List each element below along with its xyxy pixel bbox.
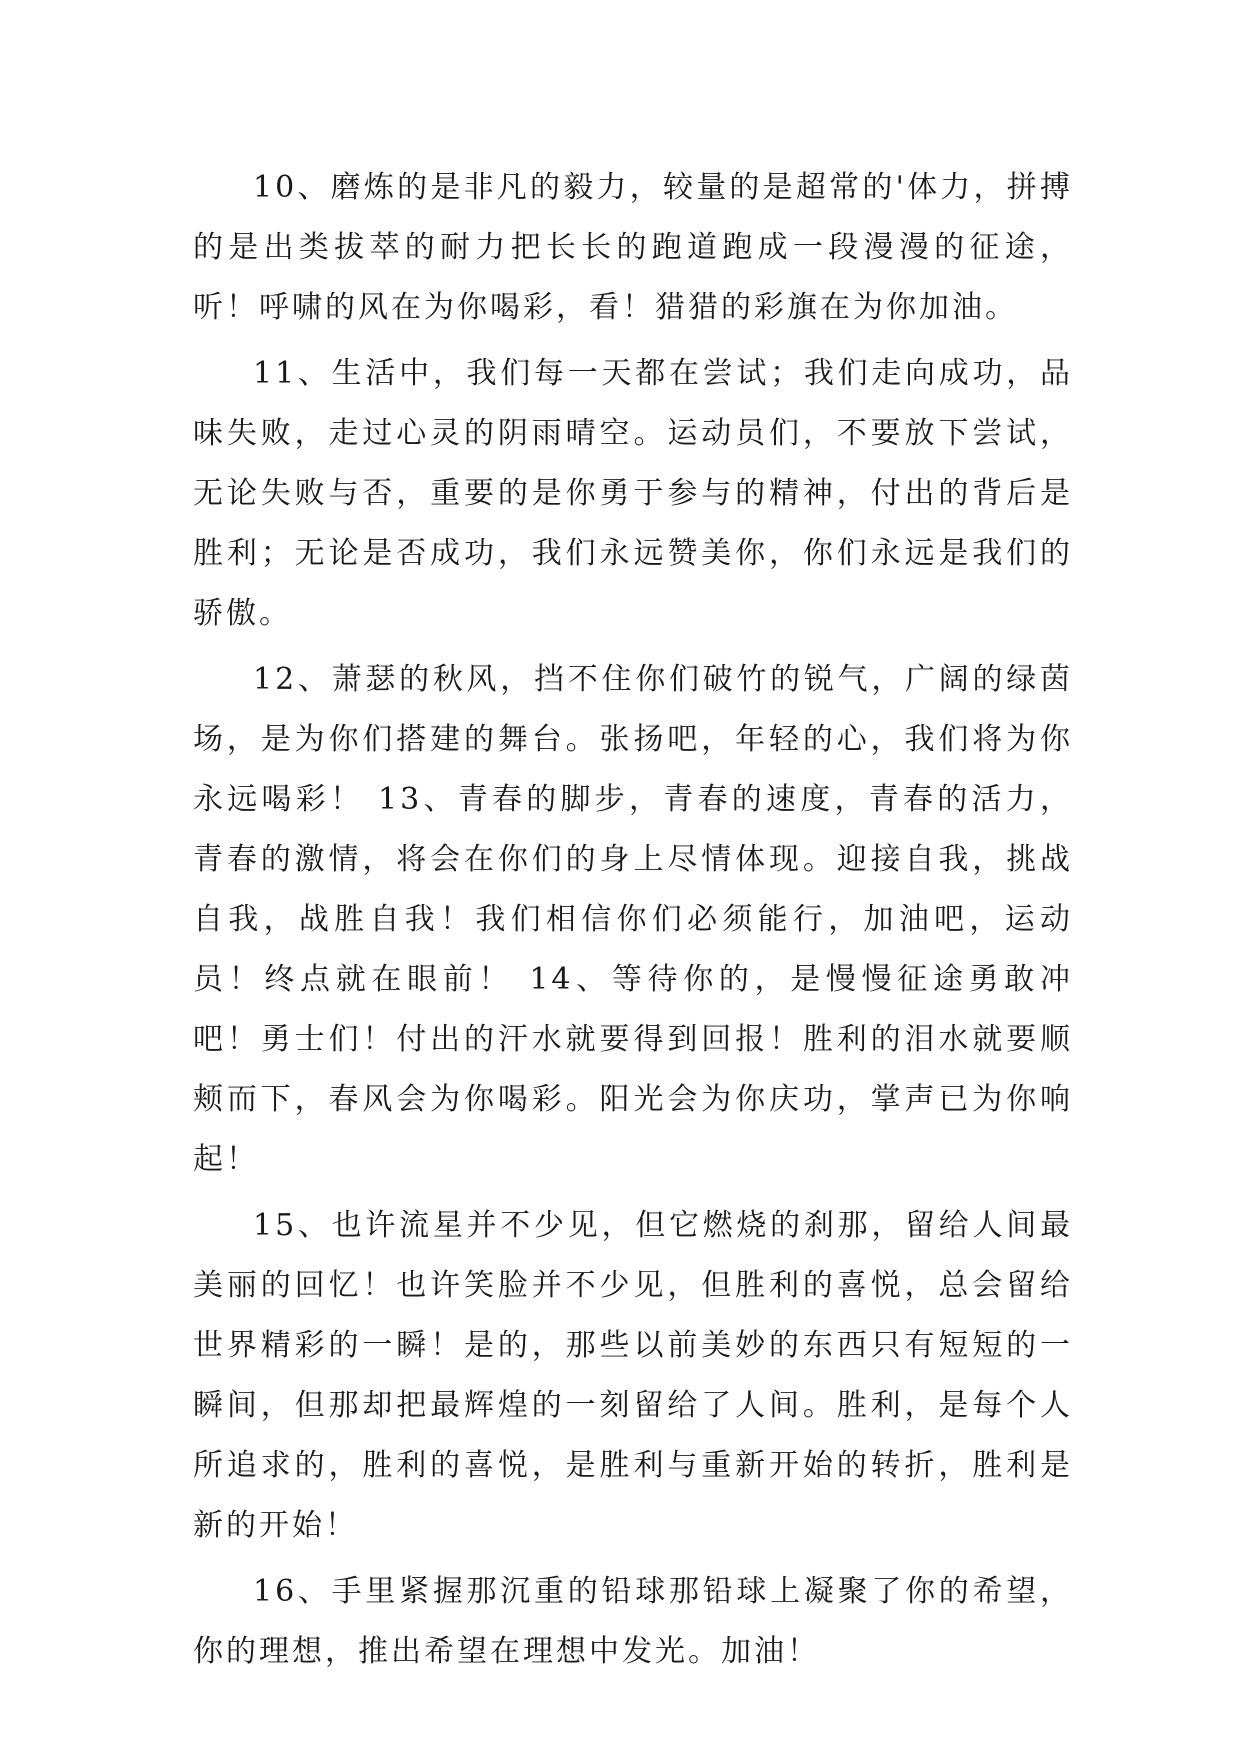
paragraph-11: 11、生活中，我们每一天都在尝试；我们走向成功，品味失败，走过心灵的阴雨晴空。运动员们，不要放下尝试，无论失败与否，重要的是你勇于参与的精神，付出的背后是胜利；无论是否成功，我们永远赞美你，你们永远是我们的骄傲。	[193, 356, 1073, 631]
document-body	[193, 158, 1073, 1688]
paragraph-16: 16、手里紧握那沉重的铅球那铅球上凝聚了你的希望，你的理想，推出希望在理想中发光。加油！	[193, 1574, 1073, 1669]
paragraph-10: 10、磨炼的是非凡的毅力，较量的是超常的'体力，拼搏的是出类拔萃的耐力把长长的跑道跑成一段漫漫的征途，听！呼啸的风在为你喝彩，看！猎猎的彩旗在为你加油。	[193, 170, 1073, 325]
paragraph-12-14: 12、萧瑟的秋风，挡不住你们破竹的锐气，广阔的绿茵场，是为你们搭建的舞台。张扬吧，年轻的心，我们将为你永远喝彩！ 13、青春的脚步，青春的速度，青春的活力，青春的激情，将会在你们的身上尽情体现。迎接自我，挑战自我，战胜自我！我们相信你们必须能行，加油吧，运动员！终点就在眼前！ 14、等待你的，是慢慢征途勇敢冲吧！勇士们！付出的汗水就要得到回报！胜利的泪水就要顺颊而下，春风会为你喝彩。阳光会为你庆功，掌声已为你响起！	[193, 662, 1073, 1177]
paragraph-15: 15、也许流星并不少见，但它燃烧的刹那，留给人间最美丽的回忆！也许笑脸并不少见，但胜利的喜悦，总会留给世界精彩的一瞬！是的，那些以前美妙的东西只有短短的一瞬间，但那却把最辉煌的一刻留给了人间。胜利，是每个人所追求的，胜利的喜悦，是胜利与重新开始的转折，胜利是新的开始！	[193, 1208, 1073, 1543]
